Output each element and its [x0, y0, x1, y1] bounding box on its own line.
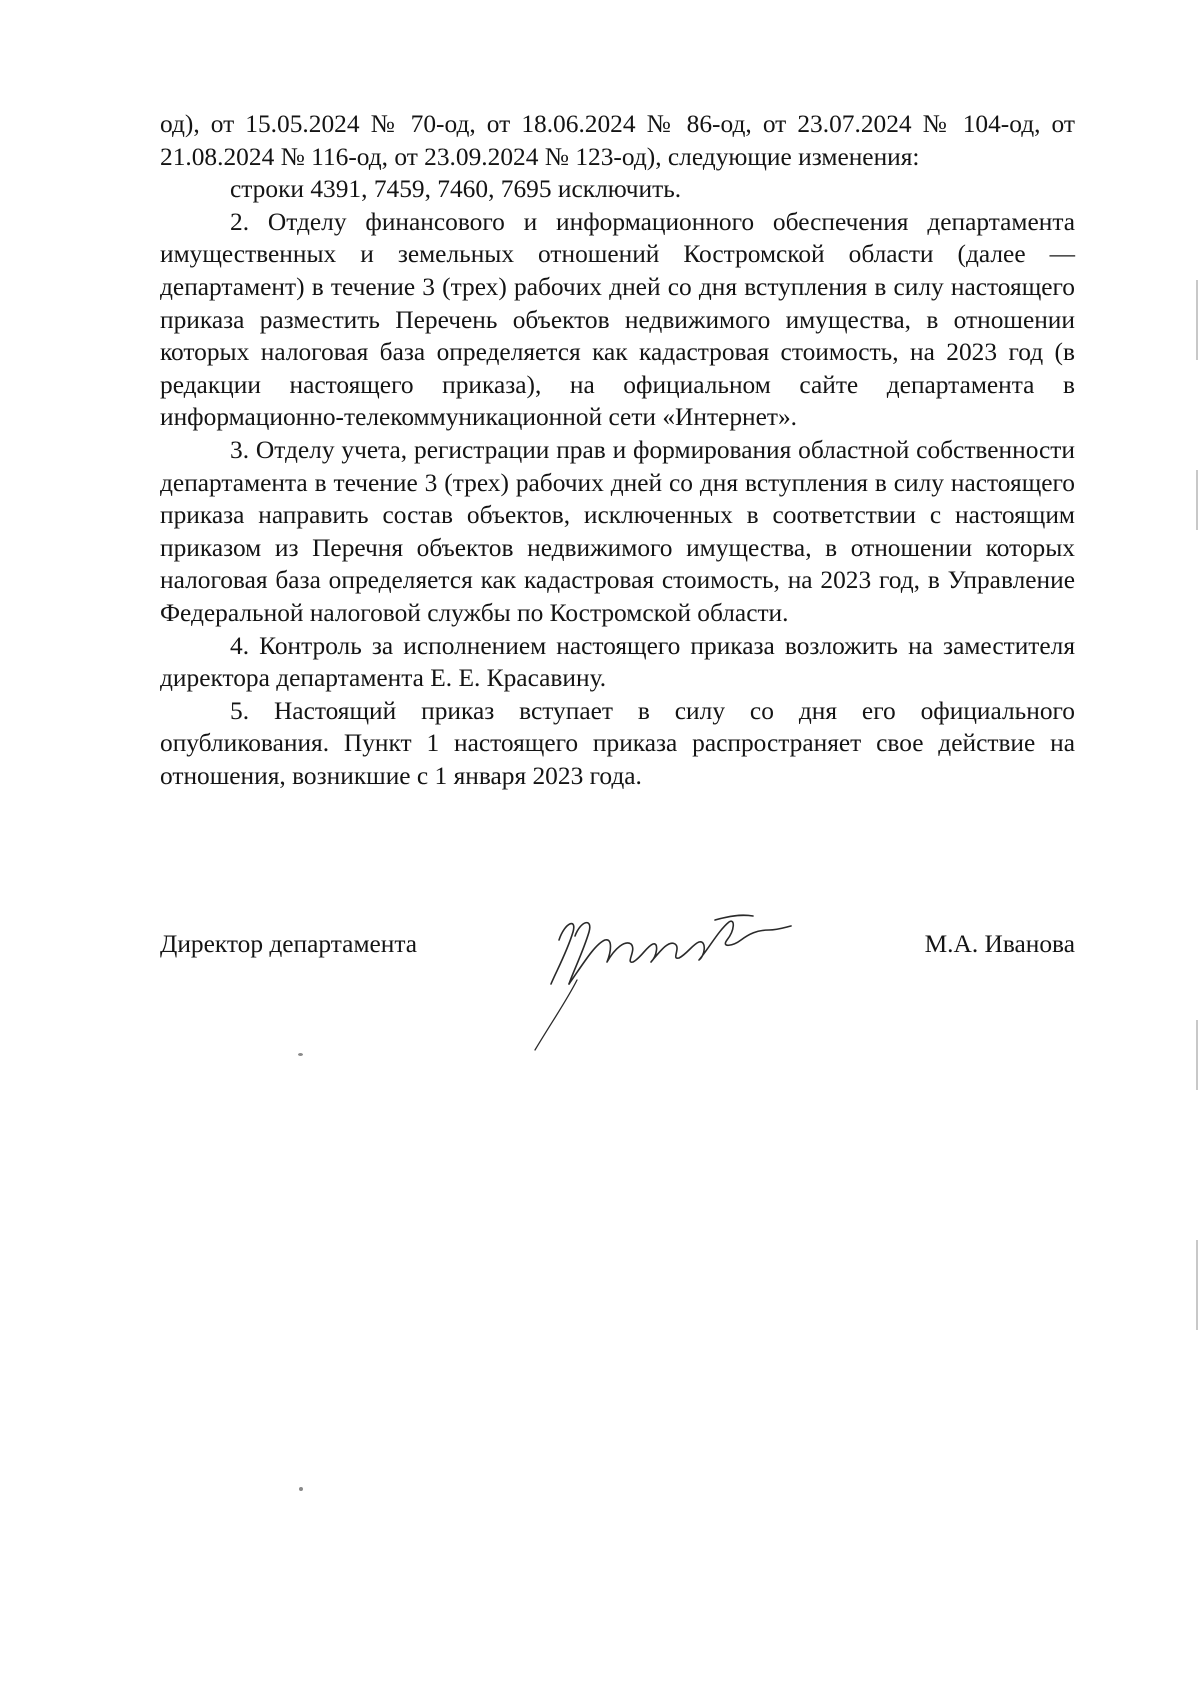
paragraph-3: 3. Отделу учета, регистрации прав и формирования областной собственности департамента в течение 3 (трех) рабочих дней со дня вступления в силу настоящего приказа направить состав объектов, исключенных в соответствии с настоящим приказом из Перечня объектов недвижимого имущества, в отношении которых налоговая база определяется как кадастровая стоимость, на 2023 год, в Управление Федеральной налоговой службы по Костромской области.: [160, 435, 1075, 627]
scan-edge-mark: [1196, 280, 1198, 360]
paragraph-5: 5. Настоящий приказ вступает в силу со дня его официального опубликования. Пункт 1 настоящего приказа распространяет свое действие на отношения, возникшие с 1 января 2023 года.: [160, 696, 1075, 790]
document-body: [160, 108, 1075, 792]
scan-edge-mark: [1196, 1020, 1198, 1090]
scan-edge-mark: [1196, 1240, 1198, 1330]
continuation-paragraph: од), от 15.05.2024 № 70-од, от 18.06.2024 № 86-од, от 23.07.2024 № 104-од, от 21.08.2024 № 116-од, от 23.09.2024 № 123-од), следующие изменения:: [160, 110, 1075, 171]
paragraph-2: 2. Отделу финансового и информационного обеспечения департамента имущественных и земельных отношений Костромской области (далее — департамент) в течение 3 (трех) рабочих дней со дня вступления в силу настоящего приказа разместить Перечень объектов недвижимого имущества, в отношении которых налоговая база определяется как кадастровая стоимость, на 2023 год (в редакции настоящего приказа), на официальном сайте департамента в информационно-телекоммуникационной сети «Интернет».: [160, 207, 1075, 432]
signer-name: М.А. Иванова: [924, 930, 1075, 958]
handwritten-signature: [515, 900, 795, 1055]
scan-speck: [299, 1487, 303, 1491]
exclusion-line: строки 4391, 7459, 7460, 7695 исключить.: [230, 175, 682, 204]
paragraph-4: 4. Контроль за исполнением настоящего приказа возложить на заместителя директора департамента Е. Е. Красавину.: [160, 631, 1075, 693]
signer-position: Директор департамента: [160, 930, 418, 958]
scan-edge-mark: [1196, 470, 1198, 530]
scan-speck: [298, 1053, 303, 1056]
